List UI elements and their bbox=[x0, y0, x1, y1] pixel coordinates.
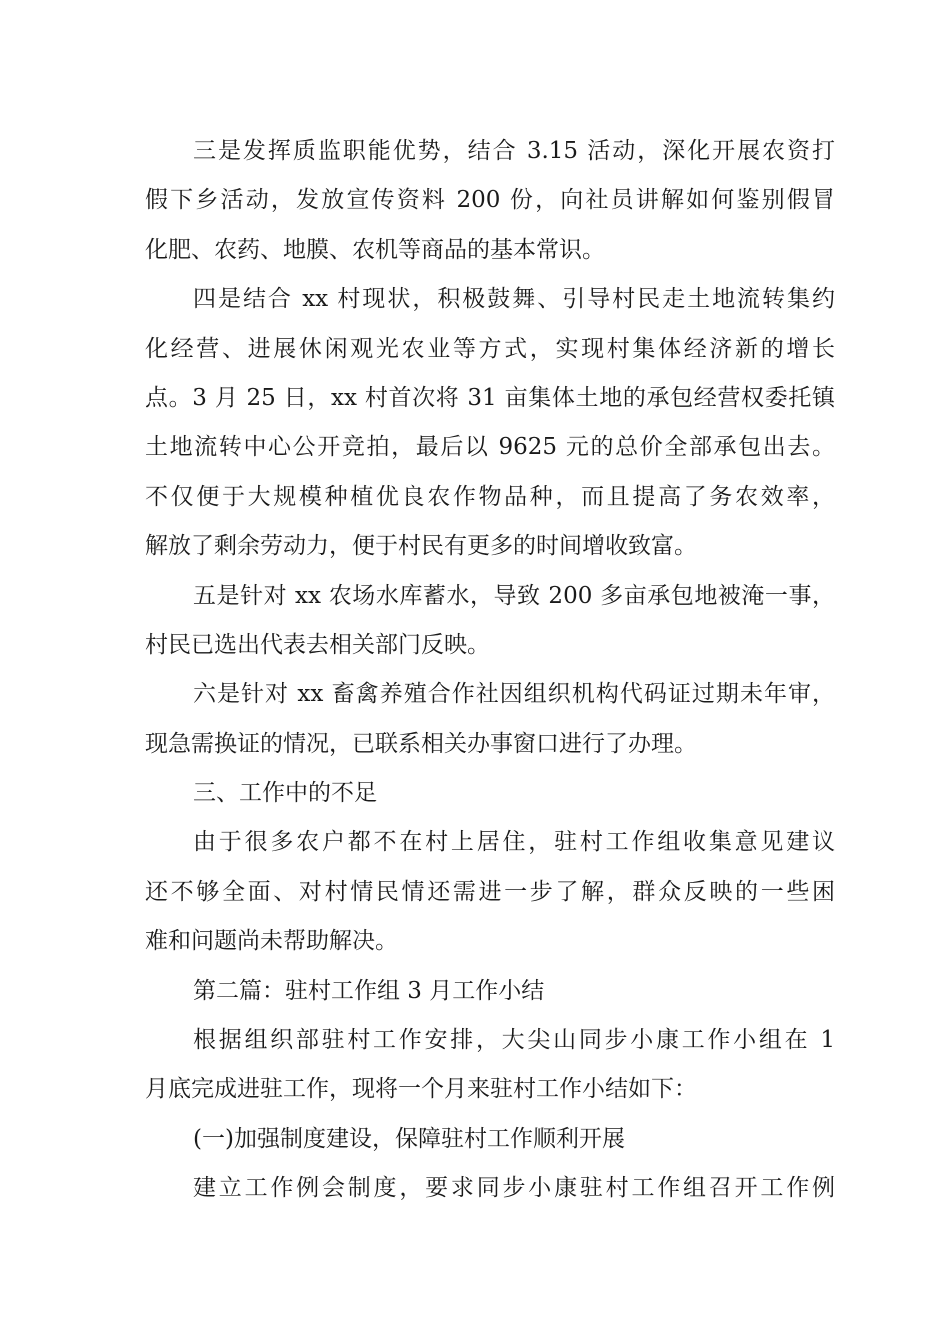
text-line: 村民已选出代表去相关部门反映。 bbox=[145, 631, 490, 658]
text-line: 月底完成进驻工作，现将一个月来驻村工作小结如下： bbox=[145, 1076, 697, 1103]
text-line: 六是针对 xx 畜禽养殖合作社因组织机构代码证过期未年审， bbox=[193, 681, 835, 708]
document-body bbox=[145, 127, 835, 1214]
text-line: 建立工作例会制度，要求同步小康驻村工作组召开工作例 bbox=[193, 1175, 835, 1202]
text-line: (一)加强制度建设，保障驻村工作顺利开展 bbox=[193, 1125, 625, 1152]
text-line: 由于很多农户都不在村上居住，驻村工作组收集意见建议 bbox=[193, 829, 835, 856]
text-line: 还不够全面、对村情民情还需进一步了解，群众反映的一些困 bbox=[145, 878, 835, 905]
text-line: 第二篇：驻村工作组 3 月工作小结 bbox=[193, 977, 545, 1004]
text-line: 三、工作中的不足 bbox=[193, 780, 377, 807]
text-line: 土地流转中心公开竞拍，最后以 9625 元的总价全部承包出去。 bbox=[145, 434, 835, 461]
text-line: 不仅便于大规模种植优良农作物品种，而且提高了务农效率， bbox=[145, 483, 835, 510]
text-line: 五是针对 xx 农场水库蓄水，导致 200 多亩承包地被淹一事， bbox=[193, 582, 835, 609]
text-line: 化肥、农药、地膜、农机等商品的基本常识。 bbox=[145, 236, 605, 263]
text-line: 点。3 月 25 日，xx 村首次将 31 亩集体土地的承包经营权委托镇 bbox=[145, 384, 835, 411]
text-line: 现急需换证的情况，已联系相关办事窗口进行了办理。 bbox=[145, 730, 697, 757]
text-line: 根据组织部驻村工作安排，大尖山同步小康工作小组在 1 bbox=[193, 1027, 835, 1054]
text-line: 假下乡活动，发放宣传资料 200 份，向社员讲解如何鉴别假冒 bbox=[145, 187, 835, 214]
text-line: 难和问题尚未帮助解决。 bbox=[145, 928, 398, 955]
text-line: 化经营、进展休闲观光农业等方式，实现村集体经济新的增长 bbox=[145, 335, 835, 362]
text-line: 四是结合 xx 村现状，积极鼓舞、引导村民走土地流转集约 bbox=[193, 286, 835, 313]
text-line: 三是发挥质监职能优势，结合 3.15 活动，深化开展农资打 bbox=[193, 138, 835, 164]
text-line: 解放了剩余劳动力，便于村民有更多的时间增收致富。 bbox=[145, 533, 697, 560]
